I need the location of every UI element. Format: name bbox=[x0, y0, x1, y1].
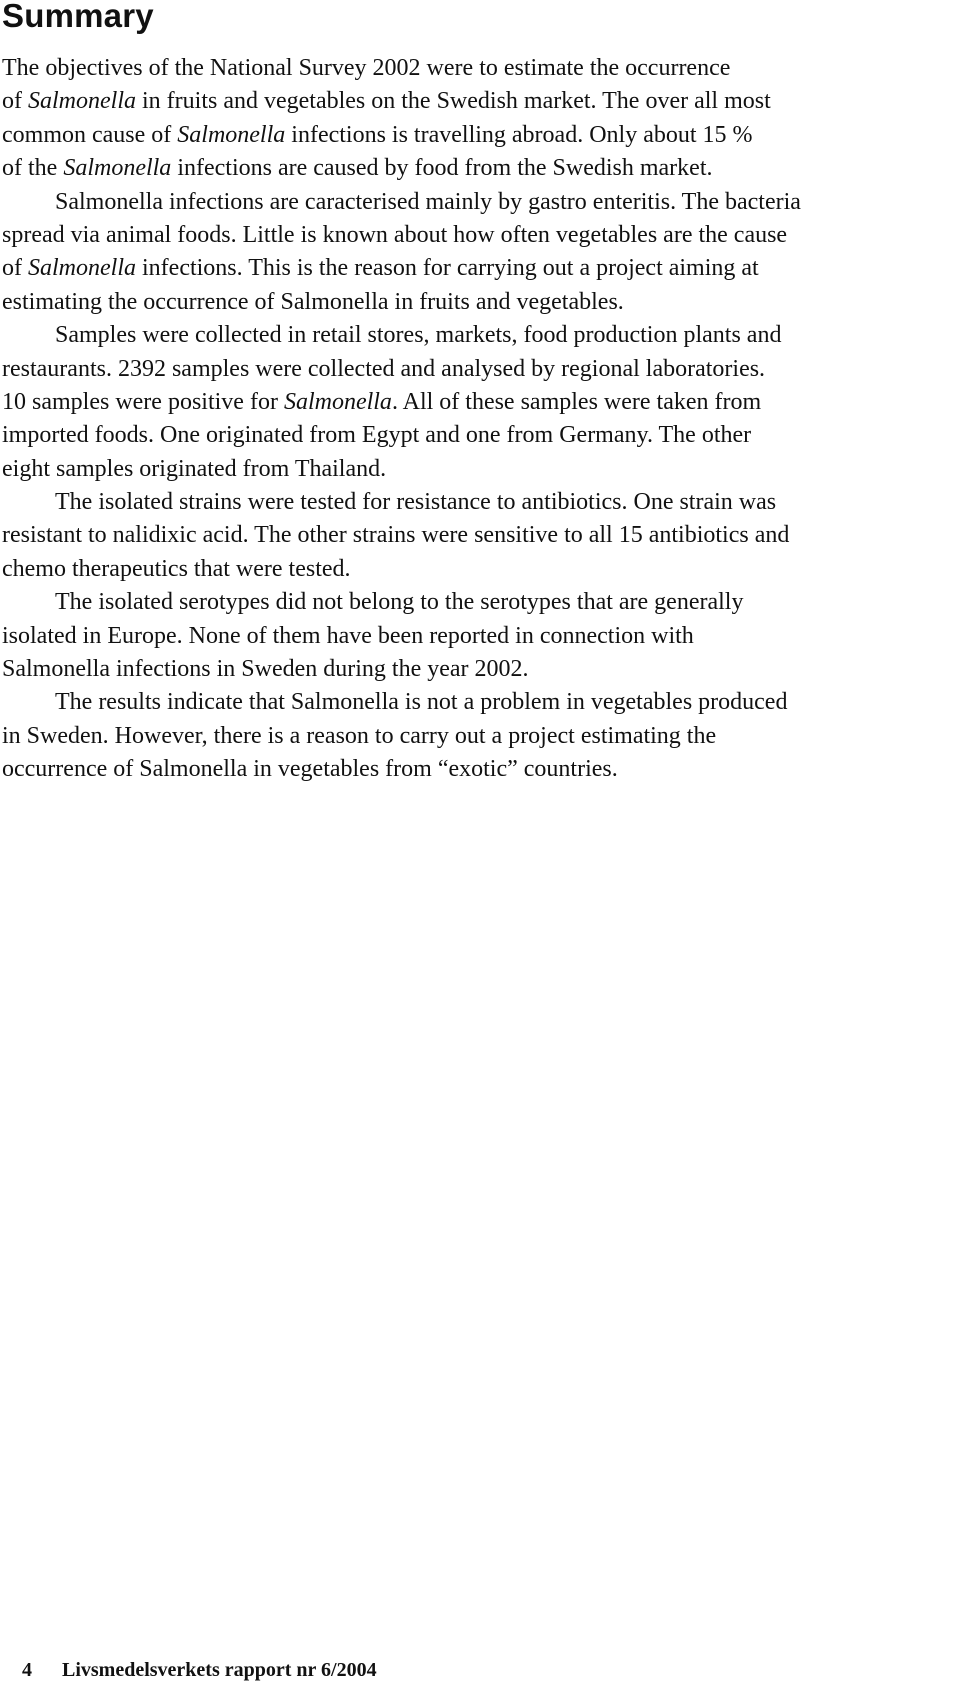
text-run: in Sweden. However, there is a reason to carry out a project estimating the bbox=[2, 722, 717, 749]
text-line bbox=[2, 653, 952, 686]
text-line bbox=[2, 620, 952, 653]
text-line bbox=[2, 286, 952, 319]
page-footer bbox=[2, 1634, 377, 1706]
summary-body bbox=[2, 52, 952, 787]
text-line bbox=[2, 686, 952, 719]
publication-title: Livsmedelsverkets rapport nr 6/2004 bbox=[62, 1659, 377, 1681]
text-run: in fruits and vegetables on the Swedish market. The over all most bbox=[136, 88, 771, 115]
text-run: spread via animal foods. Little is known about how often vegetables are the cause bbox=[2, 221, 788, 248]
italic-term: Salmonella bbox=[63, 155, 172, 182]
text-run: The isolated strains were tested for resistance to antibiotics. One strain was bbox=[55, 489, 777, 516]
text-line bbox=[2, 252, 952, 285]
text-run: The results indicate that Salmonella is not a problem in vegetables produced bbox=[55, 689, 788, 716]
text-line bbox=[2, 586, 952, 619]
text-run: estimating the occurrence of Salmonella in fruits and vegetables. bbox=[2, 288, 624, 315]
text-run: Samples were collected in retail stores, markets, food production plants and bbox=[55, 322, 782, 349]
text-line bbox=[2, 319, 952, 352]
text-run: of bbox=[2, 255, 28, 282]
text-run: common cause of bbox=[2, 121, 178, 148]
text-line bbox=[2, 519, 952, 552]
text-line bbox=[2, 419, 952, 452]
text-line bbox=[2, 486, 952, 519]
text-line bbox=[2, 152, 952, 185]
text-run: The isolated serotypes did not belong to the serotypes that are generally bbox=[55, 589, 744, 616]
text-line bbox=[2, 720, 952, 753]
text-run: infections. This is the reason for carrying out a project aiming at bbox=[136, 255, 759, 282]
text-line bbox=[2, 753, 952, 786]
page-title: Summary bbox=[2, 0, 154, 34]
text-line bbox=[2, 553, 952, 586]
text-run: restaurants. 2392 samples were collected and analysed by regional laboratories. bbox=[2, 355, 766, 382]
text-line bbox=[2, 85, 952, 118]
page-number: 4 bbox=[22, 1659, 32, 1681]
text-run: imported foods. One originated from Egypt and one from Germany. The other bbox=[2, 422, 752, 449]
italic-term: Salmonella bbox=[28, 255, 136, 282]
text-line bbox=[2, 186, 952, 219]
text-run: of the bbox=[2, 155, 64, 182]
text-line bbox=[2, 386, 952, 419]
text-run: infections is travelling abroad. Only about 15 % bbox=[285, 121, 753, 148]
italic-term: Salmonella bbox=[283, 388, 392, 415]
text-line bbox=[2, 353, 952, 386]
text-run: Salmonella infections in Sweden during the year 2002. bbox=[2, 656, 529, 683]
text-run: isolated in Europe. None of them have been reported in connection with bbox=[2, 622, 694, 649]
text-run: occurrence of Salmonella in vegetables from “exotic” countries. bbox=[2, 756, 618, 783]
text-run: infections are caused by food from the Swedish market. bbox=[171, 155, 713, 182]
text-line bbox=[2, 52, 952, 85]
text-run: The objectives of the National Survey 2002 were to estimate the occurrence bbox=[2, 55, 731, 81]
text-run: resistant to nalidixic acid. The other strains were sensitive to all 15 antibiotics and bbox=[2, 522, 790, 549]
text-run: eight samples originated from Thailand. bbox=[2, 455, 387, 482]
text-line bbox=[2, 219, 952, 252]
text-line bbox=[2, 119, 952, 152]
text-run: Salmonella infections are caracterised mainly by gastro enteritis. The bacteria bbox=[55, 188, 801, 215]
text-line bbox=[2, 453, 952, 486]
italic-term: Salmonella bbox=[28, 88, 136, 115]
text-run: 10 samples were positive for bbox=[2, 388, 284, 415]
text-run: of bbox=[2, 88, 28, 115]
text-run: chemo therapeutics that were tested. bbox=[2, 555, 351, 582]
text-run: . All of these samples were taken from bbox=[391, 388, 762, 415]
italic-term: Salmonella bbox=[177, 121, 286, 148]
